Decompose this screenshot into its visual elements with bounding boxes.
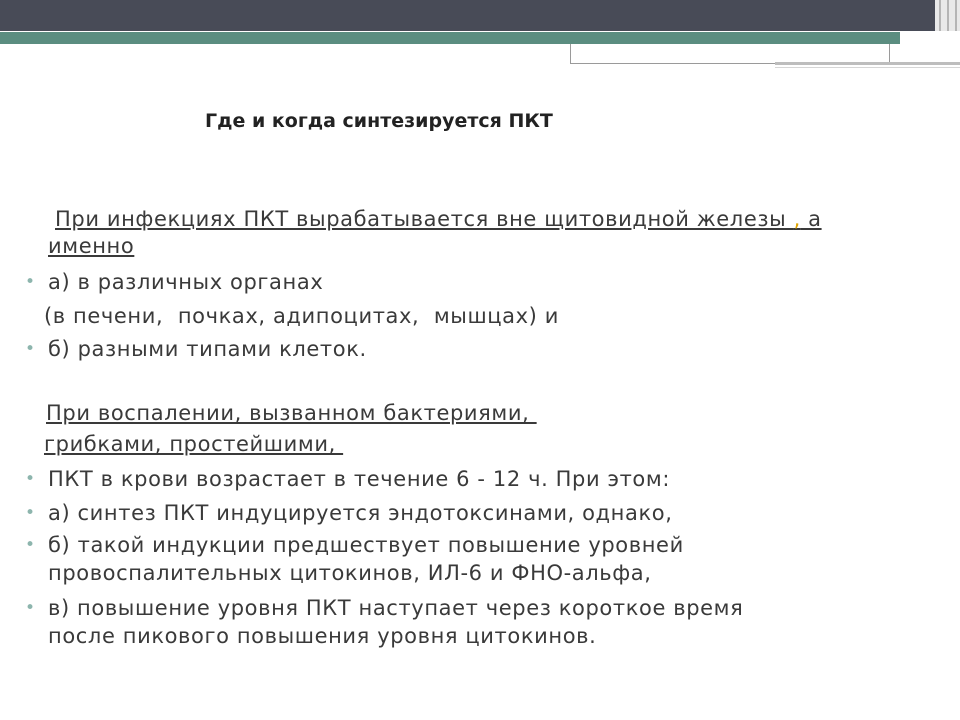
intro-accent-comma: , — [793, 207, 801, 231]
header-rule — [775, 62, 960, 65]
header-accent-strip — [0, 32, 900, 44]
intro-text-end: а — [800, 207, 822, 231]
list-item-pct-timing-line-2: после пикового повышения уровня цитокинов. — [48, 624, 597, 648]
intro-line-2: именно — [48, 234, 135, 258]
bullet-dot: • — [25, 469, 36, 489]
header-stripe — [947, 0, 949, 31]
list-item-organs: а) в различных органах — [48, 270, 324, 294]
bullet-dot: • — [25, 503, 36, 523]
header-outline-box — [570, 44, 890, 64]
list-item-cell-types: б) разными типами клеток. — [48, 337, 367, 361]
bullet-dot: • — [25, 598, 36, 618]
organs-detail: (в печени, почках, адипоцитах, мышцах) и — [44, 304, 559, 328]
bullet-dot: • — [25, 272, 36, 292]
header-stripe — [939, 0, 941, 31]
intro-text: При инфекциях ПКТ вырабатывается вне щитовидной железы — [55, 207, 794, 231]
bullet-dot: • — [25, 339, 36, 359]
intro-line-1 — [55, 205, 822, 233]
list-item-cytokines-line-1: б) такой индукции предшествует повышение уровней — [48, 533, 684, 557]
list-item-cytokines-line-2: провоспалительных цитокинов, ИЛ-6 и ФНО-альфа, — [48, 561, 652, 585]
list-item-pct-timing-line-1: в) повышение уровня ПКТ наступает через короткое время — [48, 596, 744, 620]
inflammation-line-2: грибками, простейшими, — [44, 432, 344, 456]
header-stripe — [955, 0, 957, 31]
header-band — [0, 0, 935, 31]
list-item-pct-rise: ПКТ в крови возрастает в течение 6 - 12 ч. При этом: — [48, 467, 670, 491]
header-rule-thin — [775, 67, 960, 68]
list-item-endotoxins: а) синтез ПКТ индуцируется эндотоксинами, однако, — [48, 501, 673, 525]
inflammation-line-1: При воспалении, вызванном бактериями, — [46, 401, 537, 425]
header-corner-decoration — [935, 0, 960, 31]
slide-title: Где и когда синтезируется ПКТ — [205, 110, 553, 132]
bullet-dot: • — [25, 535, 36, 555]
